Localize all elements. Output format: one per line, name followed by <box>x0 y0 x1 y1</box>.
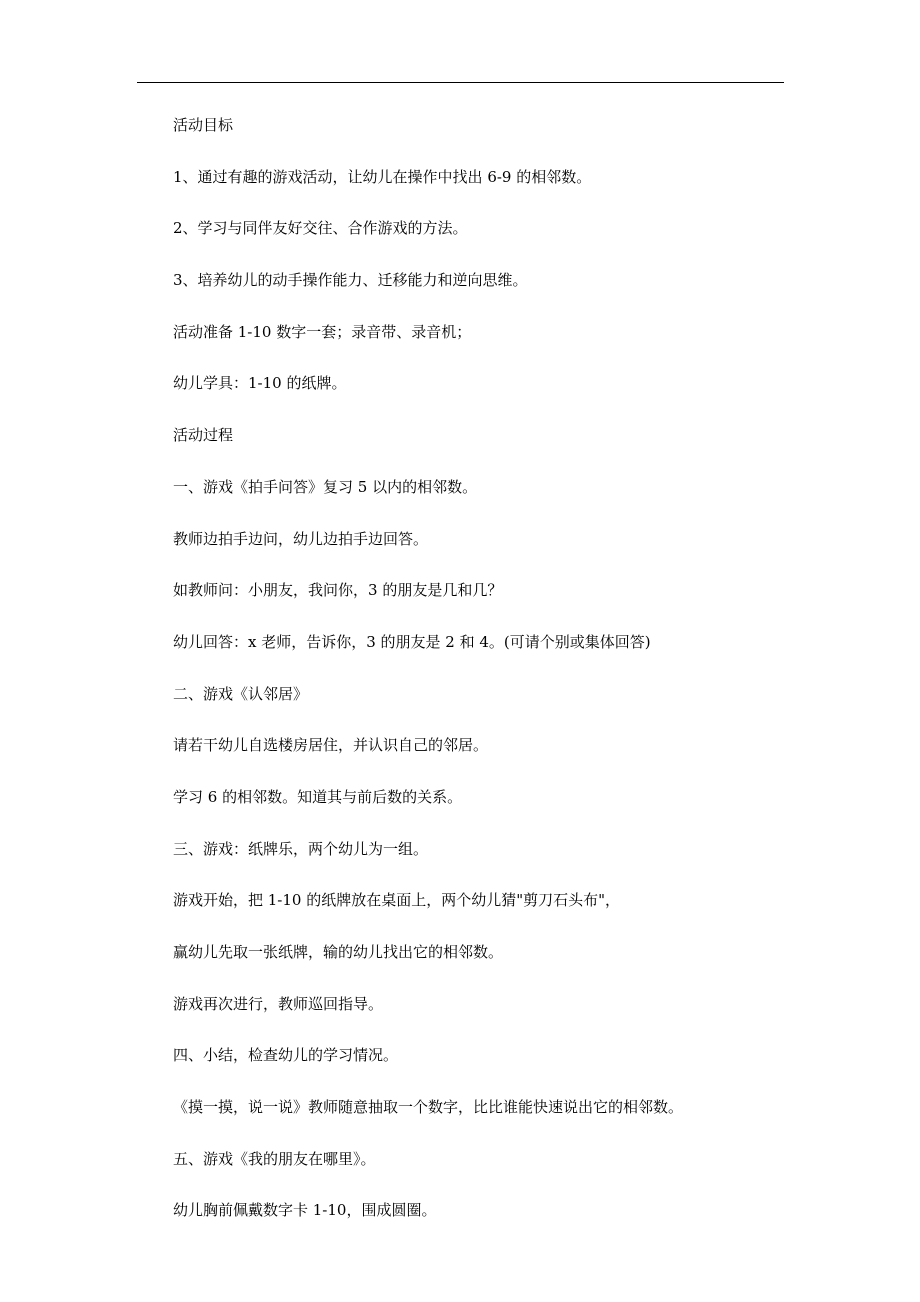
step-3-text-1: 游戏开始，把 1-10 的纸牌放在桌面上，两个幼儿猜"剪刀石头布"， <box>173 891 621 910</box>
goal-item-3: 3、培养幼儿的动手操作能力、迁移能力和逆向思维。 <box>173 271 528 290</box>
step-2-title: 二、游戏《认邻居》 <box>173 684 309 703</box>
header-rule <box>137 82 784 83</box>
step-1-text-1: 教师边拍手边问，幼儿边拍手边回答。 <box>173 529 429 548</box>
step-2-text-2: 学习 6 的相邻数。知道其与前后数的关系。 <box>173 787 463 806</box>
heading-activity-process: 活动过程 <box>173 426 234 445</box>
step-2-text-1: 请若干幼儿自选楼房居住，并认识自己的邻居。 <box>173 736 489 755</box>
step-3-text-2: 赢幼儿先取一张纸牌，输的幼儿找出它的相邻数。 <box>173 943 504 961</box>
step-5-title: 五、游戏《我的朋友在哪里》。 <box>173 1149 376 1168</box>
step-1-title: 一、游戏《拍手问答》复习 5 以内的相邻数。 <box>173 477 478 496</box>
goal-item-2: 2、学习与同伴友好交往、合作游戏的方法。 <box>173 219 468 238</box>
child-materials: 幼儿学具：1-10 的纸牌。 <box>173 374 347 393</box>
heading-activity-goals: 活动目标 <box>173 116 234 134</box>
document-body <box>173 114 773 1251</box>
step-3-text-3: 游戏再次进行，教师巡回指导。 <box>173 994 384 1013</box>
step-1-text-3: 幼儿回答：x 老师，告诉你，3 的朋友是 2 和 4。(可请个别或集体回答) <box>173 632 651 651</box>
activity-preparation: 活动准备 1-10 数字一套；录音带、录音机； <box>173 322 472 341</box>
step-4-title: 四、小结，检查幼儿的学习情况。 <box>173 1046 399 1065</box>
step-5-text-1: 幼儿胸前佩戴数字卡 1-10，围成圆圈。 <box>173 1201 437 1220</box>
step-3-title: 三、游戏：纸牌乐，两个幼儿为一组。 <box>173 839 429 858</box>
goal-item-1: 1、通过有趣的游戏活动，让幼儿在操作中找出 6-9 的相邻数。 <box>173 167 592 186</box>
step-4-text-1: 《摸一摸，说一说》教师随意抽取一个数字，比比谁能快速说出它的相邻数。 <box>173 1098 684 1117</box>
step-1-text-2: 如教师问：小朋友，我问你，3 的朋友是几和几？ <box>173 581 503 600</box>
